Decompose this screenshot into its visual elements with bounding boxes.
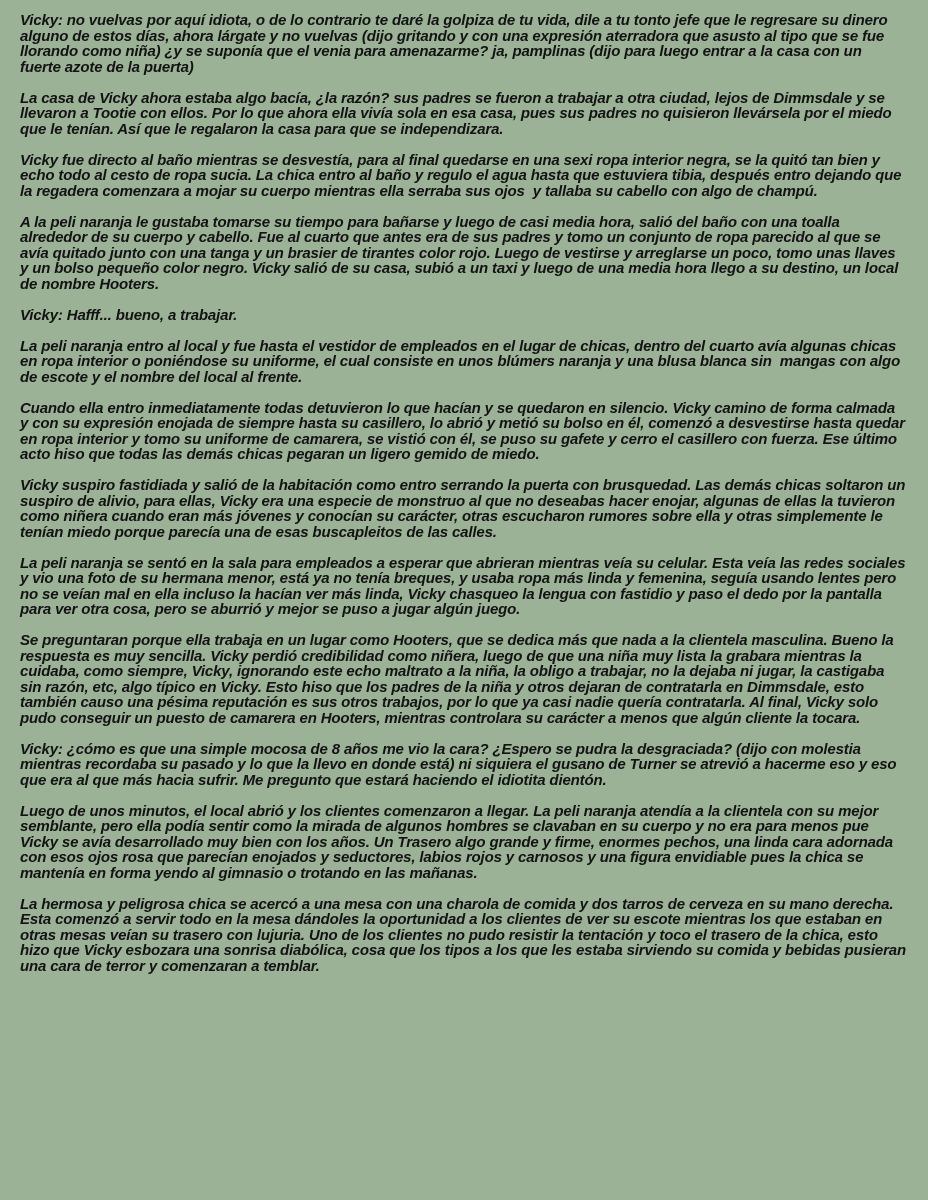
story-paragraph-13: La hermosa y peligrosa chica se acercó a una mesa con una charola de comida y dos tarros de cerveza en su mano derecha. Esta comenzó a servir todo en la mesa dándoles la oportunidad a los clientes de ver su escote mientras los que estaban en otras mesas veían su trasero con lujuria. Uno de los clientes no pudo resistir la tentación y toco el trasero de la chica, esto hizo que Vicky esbozara una sonrisa diabólica, cosa que los tipos a los que les estaba sirviendo su comida y bebidas pusieran una cara de terror y comenzaran a temblar. — [20, 895, 911, 975]
story-paragraph-6: La peli naranja entro al local y fue hasta el vestidor de empleados en el lugar de chicas, dentro del cuarto avía algunas chicas en ropa interior o poniéndose su uniforme, el cual consiste en unos blúmers naranja y una blusa blanca sin mangas con algo de escote y el nombre del local al frente. — [20, 337, 905, 386]
story-paragraph-3: Vicky fue directo al baño mientras se desvestía, para al final quedarse en una sexi ropa interior negra, se la quitó tan bien y echo todo al cesto de ropa sucia. La chica entro al baño y regulo el agua hasta que estuviera tibia, después entro dejando que la regadera comenzara a mojar su cuerpo mientras ella serraba sus ojos y tallaba su cabello con algo de champú. — [20, 151, 906, 200]
story-paragraph-9: La peli naranja se sentó en la sala para empleados a esperar que abrieran mientras veía su celular. Esta veía las redes sociales y vio una foto de su hermana menor, está ya no tenía breques, y usaba ropa más linda y femenina, seguía usando lentes pero no se veían mal en ella incluso la hacían ver más linda, Vicky chasqueo la lengua con fastidio y paso el dedo por la pantalla para ver otra cosa, pero se aburrió y mejor se puso a jugar algún juego. — [20, 554, 910, 618]
story-paragraph-12: Luego de unos minutos, el local abrió y los clientes comenzaron a llegar. La peli naranja atendía a la clientela con su mejor semblante, pero ella podía sentir como la mirada de algunos hombres se clavaban en su cuerpo y no era para menos pue Vicky se avía desarrollado muy bien con los años. Un Trasero algo grande y firme, enormes pechos, una linda cara adornada con esos ojos rosa que parecían enojados y seductores, labios rojos y carnosos y una figura envidiable pues la chica se mantenía en forma yendo al gimnasio o trotando en las mañanas. — [20, 802, 898, 882]
story-paragraph-8: Vicky suspiro fastidiada y salió de la habitación como entro serrando la puerta con brusquedad. Las demás chicas soltaron un suspiro de alivio, para ellas, Vicky era una especie de monstruo al que no deseabas hacer enojar, algunas de ellas la tuvieron como niñera cuando eran más jóvenes y conocían su carácter, otras escucharon rumores sobre ella y otras simplemente le tenían miedo porque parecía una de esas buscapleitos de las calles. — [20, 477, 910, 541]
story-paragraph-1: Vicky: no vuelvas por aquí idiota, o de lo contrario te daré la golpiza de tu vida, dile a tu tonto jefe que le regresare su dinero alguno de estos días, ahora lárgate y no vuelvas (dijo gritando y con una expresión aterradora que asusto al tipo que se fue llorando como niña) ¿y se suponía que el venia para amenazarme? ja, pamplinas (dijo para luego entrar a la casa con un fuerte azote de la puerta) — [20, 12, 892, 76]
story-paragraph-11: Vicky: ¿cómo es que una simple mocosa de 8 años me vio la cara? ¿Espero se pudra la desgraciada? (dijo con molestia mientras recordaba su pasado y lo que la llevo en donde está) ni siquiera el gusano de Turner se atrevió a hacerme eso y eso que era al que más hacia sufrir. Me pregunto que estará haciendo el idiotita dientón. — [20, 740, 901, 789]
story-paragraph-10: Se preguntaran porque ella trabaja en un lugar como Hooters, que se dedica más que nada a la clientela masculina. Bueno la respuesta es muy sencilla. Vicky perdió credibilidad como niñera, luego de que una niña muy lista la grabara mientras la cuidaba, como siempre, Vicky, ignorando este echo maltrato a la niña, la obligo a trabajar, no la dejaba ni jugar, la castigaba sin razón, etc, algo típico en Vicky. Esto hiso que los padres de la niña y otros dejaran de contratarla en Dimmsdale, esto también causo una pésima reputación es sus otros trabajos, por lo que ya casi nadie quería contratarla. Al final, Vicky solo pudo conseguir un puesto de camarera en Hooters, mientras controlara su carácter a menos que algún cliente la tocara. — [20, 632, 898, 727]
story-paragraph-2: La casa de Vicky ahora estaba algo bacía, ¿la razón? sus padres se fueron a trabajar a otra ciudad, lejos de Dimmsdale y se llevaron a Tootie con ellos. Por lo que ahora ella vivía sola en esa casa, pues sus padres no quisieron llevársela por el miedo que le tenían. Así que le regalaron la casa para que se independizara. — [20, 89, 896, 138]
story-paragraph-4: A la peli naranja le gustaba tomarse su tiempo para bañarse y luego de casi media hora, salió del baño con una toalla alrededor de su cuerpo y cabello. Fue al cuarto que antes era de sus padres y tomo un conjunto de ropa parecido al que se avía quitado junto con una tanga y un brasier de tirantes color rojo. Luego de vestirse y arreglarse un poco, tomo unas llaves y un bolso pequeño color negro. Vicky salió de su casa, subió a un taxi y luego de una media hora llego a su destino, un local de nombre Hooters. — [20, 213, 903, 293]
story-paragraph-5: Vicky: Hafff... bueno, a trabajar. — [20, 306, 238, 324]
story-paragraph-7: Cuando ella entro inmediatamente todas detuvieron lo que hacían y se quedaron en silencio. Vicky camino de forma calmada y con su expresión enojada de siempre hasta su casillero, lo abrió y metió su bolso en él, comenzó a desvestirse hasta quedar en ropa interior y tomo su uniforme de camarera, se vistió con él, se puso su gafete y cerro el casillero con fuerza. Ese último acto hiso que todas las demás chicas pegaran un ligero gemido de miedo. — [20, 399, 909, 463]
